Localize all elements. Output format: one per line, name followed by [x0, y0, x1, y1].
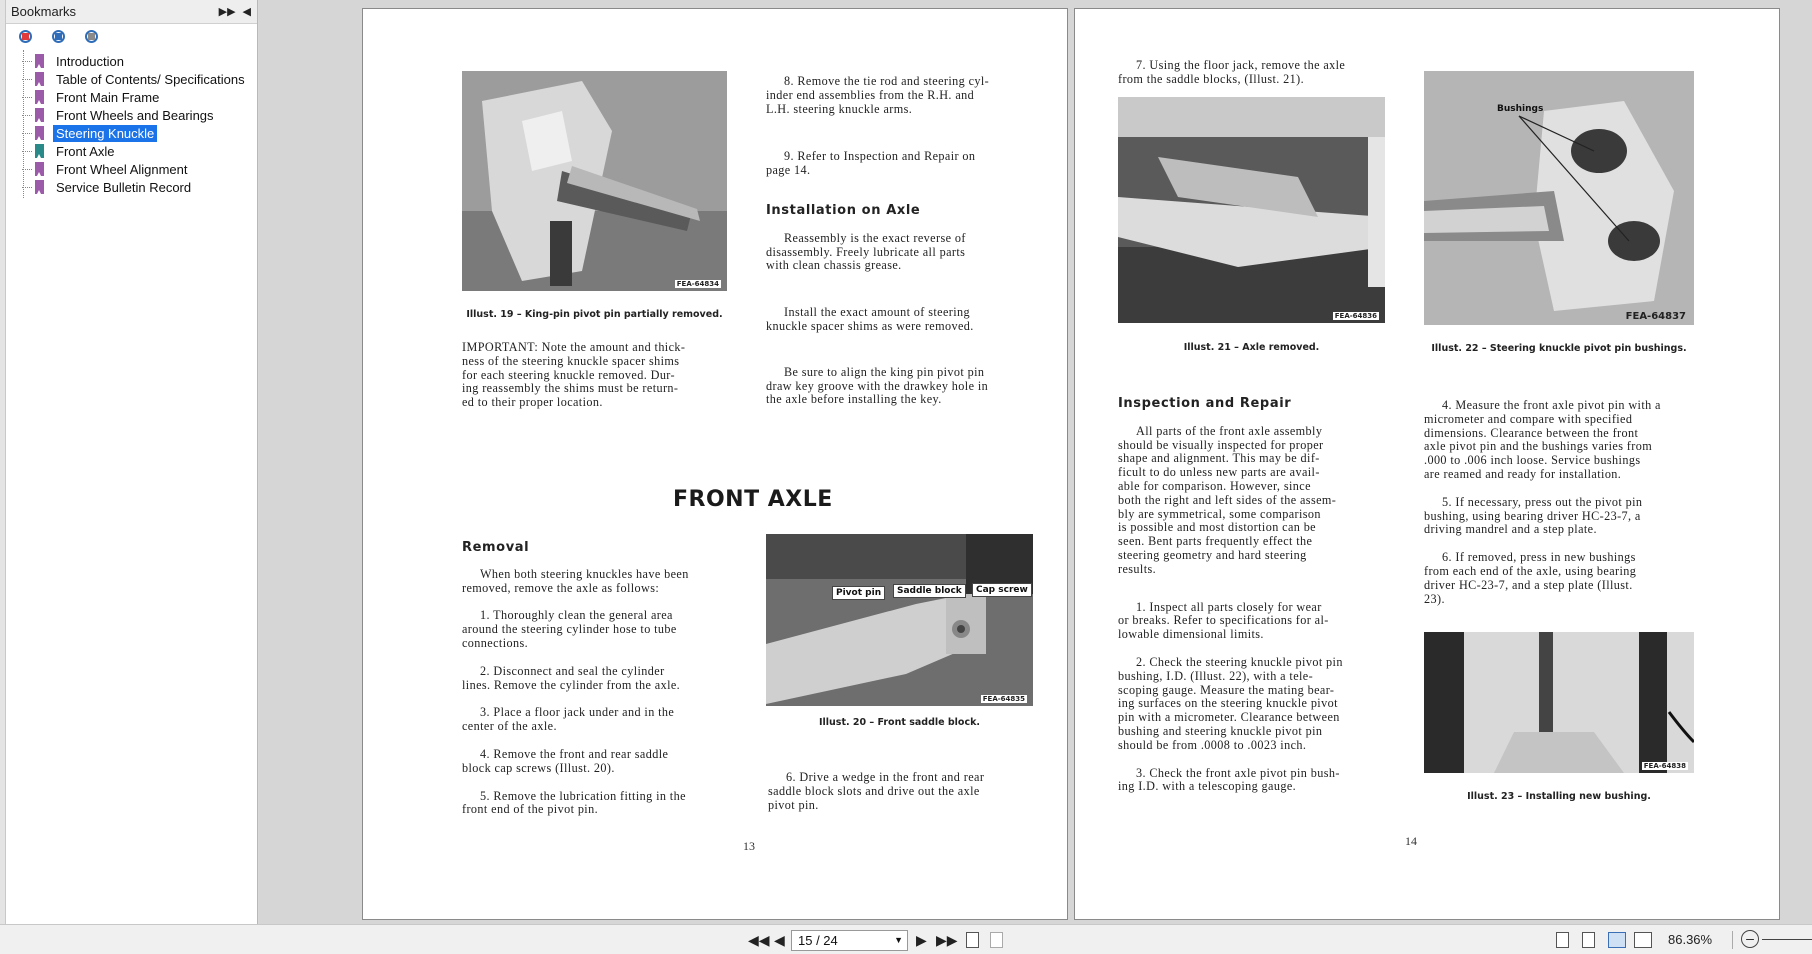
bookmark-introduction[interactable] — [6, 52, 257, 70]
bookmark-label: Front Wheel Alignment — [56, 161, 188, 177]
inspection-intro: All parts of the front axle assembly should be visually inspected for proper shape and alignment. This may be dif- ficult to do unless new parts are avail- able for comparison. However, since both the right and left sides of the assem- bly are symmetrical, some comparison is possible and most distortion can be seen. Bent parts frequently effect the steering geometry and hard steering results. — [1118, 423, 1337, 576]
tag-pivot-pin: Pivot pin — [832, 586, 885, 600]
removal-step-4: 4. Remove the front and rear saddle block cap screws (Illust. 20). — [462, 746, 669, 775]
important-note: IMPORTANT: Note the amount and thick- ness of the steering knuckle spacer shims for each steering knuckle removed. Dur- ing reassembly the shims must be return- ed to their proper location. — [462, 340, 686, 410]
step-9: 9. Refer to Inspection and Repair on page 14. — [766, 149, 976, 178]
right-col-lower — [768, 771, 1048, 826]
removal-step-1: 1. Thoroughly clean the general area around the steering cylinder hose to tube connections. — [462, 608, 677, 650]
bookmark-label: Front Wheels and Bearings — [56, 107, 214, 123]
bookmark-icon — [35, 108, 44, 122]
bookmark-label: Front Axle — [56, 143, 115, 159]
illust-20-caption: Illust. 20 – Front saddle block. — [818, 717, 981, 728]
continuous-facing-view-icon[interactable] — [1634, 932, 1652, 948]
document-viewport[interactable] — [259, 0, 1812, 924]
inspection-step-6: 6. If removed, press in new bushings from each end of the axle, using bearing driver HC-23-7, and a step plate (Illust. 23). — [1424, 550, 1637, 606]
knuckle-photo-graphic — [462, 71, 727, 291]
bookmark-table-of-contents[interactable] — [6, 70, 257, 88]
removal-intro: When both steering knuckles have been removed, remove the axle as follows: — [462, 566, 689, 595]
double-chevron-right-icon[interactable]: ▶▶ — [218, 6, 236, 18]
bookmark-label: Front Main Frame — [56, 89, 160, 105]
page-number-13: 13 — [743, 839, 755, 853]
r-right-col-body — [1424, 399, 1704, 620]
removal-heading: Removal — [462, 540, 530, 555]
page-indicator-text: 15 / 24 — [798, 933, 838, 948]
install-p1: Reassembly is the exact reverse of disassembly. Freely lubricate all parts with clean chassis grease. — [766, 230, 966, 273]
installation-heading: Installation on Axle — [766, 202, 921, 218]
install-p2: Install the exact amount of steering knuckle spacer shims as were removed. — [766, 305, 974, 333]
left-col-upper — [462, 341, 727, 424]
bookmark-front-wheels-bearings[interactable] — [6, 106, 257, 124]
right-col-upper — [766, 75, 1046, 421]
illust-21-photo — [1118, 97, 1385, 323]
first-page-icon[interactable]: ◀◀ — [748, 932, 770, 948]
bookmark-label: Service Bulletin Record — [56, 179, 192, 195]
saddle-block-graphic — [766, 534, 1033, 706]
last-page-icon[interactable]: ▶▶ — [936, 932, 958, 948]
bookmarks-tree — [6, 50, 257, 196]
illust-20-code: FEA-64835 — [982, 695, 1025, 703]
removal-step-6: 6. Drive a wedge in the front and rear saddle block slots and drive out the axle pivot pin. — [768, 770, 985, 812]
bookmark-label: Steering Knuckle — [53, 125, 157, 142]
bookmark-front-main-frame[interactable] — [6, 88, 257, 106]
bookmark-steering-knuckle[interactable] — [6, 124, 257, 142]
illust-19-code: FEA-64834 — [676, 280, 719, 288]
bookmarks-toolbar — [6, 24, 257, 50]
page-14 — [1074, 8, 1780, 920]
removal-step-5: 5. Remove the lubrication fitting in the front end of the pivot pin. — [462, 788, 686, 817]
page-number-input[interactable] — [791, 930, 908, 951]
bookmarks-panel — [6, 0, 258, 924]
inspection-step-2: 2. Check the steering knuckle pivot pin bushing, I.D. (Illust. 22), with a tele- scoping gauge. Measure the mating bear- ing surfaces on the steering knuckle pivot pin with a micrometer. Clearance between bushing and steering knuckle pivot pin should be from .0008 to .0023 inch. — [1118, 654, 1343, 752]
inspection-heading: Inspection and Repair — [1118, 396, 1292, 411]
bushings-graphic — [1424, 71, 1694, 325]
bookmark-icon — [35, 72, 44, 86]
r-left-col-body — [1118, 397, 1396, 808]
removal-step-3: 3. Place a floor jack under and in the center of the axle. — [462, 705, 675, 734]
bookmark-add-icon[interactable] — [50, 28, 69, 47]
tag-cap-screw: Cap screw — [972, 583, 1032, 597]
illust-20-photo — [766, 534, 1033, 706]
inspection-step-3: 3. Check the front axle pivot pin bush- ing I.D. with a telescoping gauge. — [1118, 765, 1340, 794]
zoom-level[interactable]: 86.36% — [1668, 932, 1713, 947]
bushing-press-graphic — [1424, 632, 1694, 773]
bookmark-icon — [35, 144, 44, 158]
illust-23-code: FEA-64838 — [1643, 762, 1686, 770]
left-col-lower — [462, 541, 732, 831]
install-p3: Be sure to align the king pin pivot pin draw key groove with the drawkey hole in the axle before installing the key. — [766, 364, 989, 407]
go-forward-view-icon[interactable] — [990, 932, 1003, 948]
bookmark-icon — [35, 180, 44, 194]
facing-view-icon[interactable] — [1608, 932, 1626, 948]
status-bar — [0, 924, 1812, 954]
illust-22-code: FEA-64837 — [1625, 311, 1686, 322]
illust-19-caption: Illust. 19 – King-pin pivot pin partially removed. — [466, 309, 723, 320]
bookmarks-title: Bookmarks — [11, 4, 77, 19]
front-axle-heading: FRONT AXLE — [673, 487, 833, 512]
illust-22-photo — [1424, 71, 1694, 325]
step-8: 8. Remove the tie rod and steering cyl- inder end assemblies from the R.H. and L.H. steering knuckle arms. — [766, 74, 990, 116]
bookmark-label: Table of Contents/ Specifications — [56, 71, 245, 87]
removal-step-2: 2. Disconnect and seal the cylinder lines. Remove the cylinder from the axle. — [462, 663, 681, 692]
axle-step-7: 7. Using the floor jack, remove the axle from the saddle blocks, (Illust. 21). — [1118, 58, 1346, 86]
bookmark-service-bulletin-record[interactable] — [6, 178, 257, 196]
inspection-step-1: 1. Inspect all parts closely for wear or breaks. Refer to specifications for al- lowable dimensional limits. — [1118, 599, 1329, 642]
single-page-view-icon[interactable] — [1556, 932, 1569, 948]
inspection-step-4: 4. Measure the front axle pivot pin with a micrometer and compare with specified dimensions. Clearance between the front axle pivot pin and the bushings varies from .000 to .006 inch loose. Service bushings are reamed and ready for installation. — [1424, 398, 1661, 481]
bookmark-front-axle[interactable] — [6, 142, 257, 160]
page-number-14: 14 — [1405, 834, 1417, 848]
bookmark-label: Introduction — [56, 53, 124, 69]
illust-21-code: FEA-64836 — [1334, 312, 1377, 320]
bookmark-icon — [35, 90, 44, 104]
go-back-view-icon[interactable] — [966, 932, 979, 948]
r-left-col-top — [1118, 59, 1393, 101]
zoom-slider[interactable] — [1762, 939, 1812, 940]
inspection-step-5: 5. If necessary, press out the pivot pin bushing, using bearing driver HC-23-7, a driving mandrel and a step plate. — [1424, 494, 1643, 537]
next-page-icon[interactable]: ▶ — [916, 932, 927, 948]
page-13 — [362, 8, 1068, 920]
tag-saddle-block: Saddle block — [893, 584, 966, 598]
bookmark-properties-icon[interactable] — [83, 28, 102, 47]
bookmarks-header — [6, 0, 257, 24]
previous-page-icon[interactable]: ◀ — [774, 932, 785, 948]
zoom-separator — [1732, 931, 1733, 949]
illust-21-caption: Illust. 21 – Axle removed. — [1183, 342, 1320, 353]
axle-removed-graphic — [1118, 97, 1385, 323]
bushings-label: Bushings — [1497, 104, 1544, 114]
zoom-out-icon[interactable]: – — [1741, 930, 1759, 948]
illust-23-caption: Illust. 23 – Installing new bushing. — [1467, 791, 1651, 802]
bookmark-icon — [35, 54, 44, 68]
triangle-left-icon[interactable]: ◀ — [242, 6, 251, 18]
illust-19-photo — [462, 71, 727, 291]
bookmark-delete-icon[interactable] — [17, 28, 36, 47]
chevron-down-icon[interactable]: ▼ — [894, 935, 903, 945]
bookmark-icon — [35, 126, 44, 140]
illust-22-caption: Illust. 22 – Steering knuckle pivot pin bushings. — [1431, 343, 1687, 354]
bookmark-front-wheel-alignment[interactable] — [6, 160, 257, 178]
illust-23-photo — [1424, 632, 1694, 773]
bookmark-icon — [35, 162, 44, 176]
continuous-view-icon[interactable] — [1582, 932, 1595, 948]
